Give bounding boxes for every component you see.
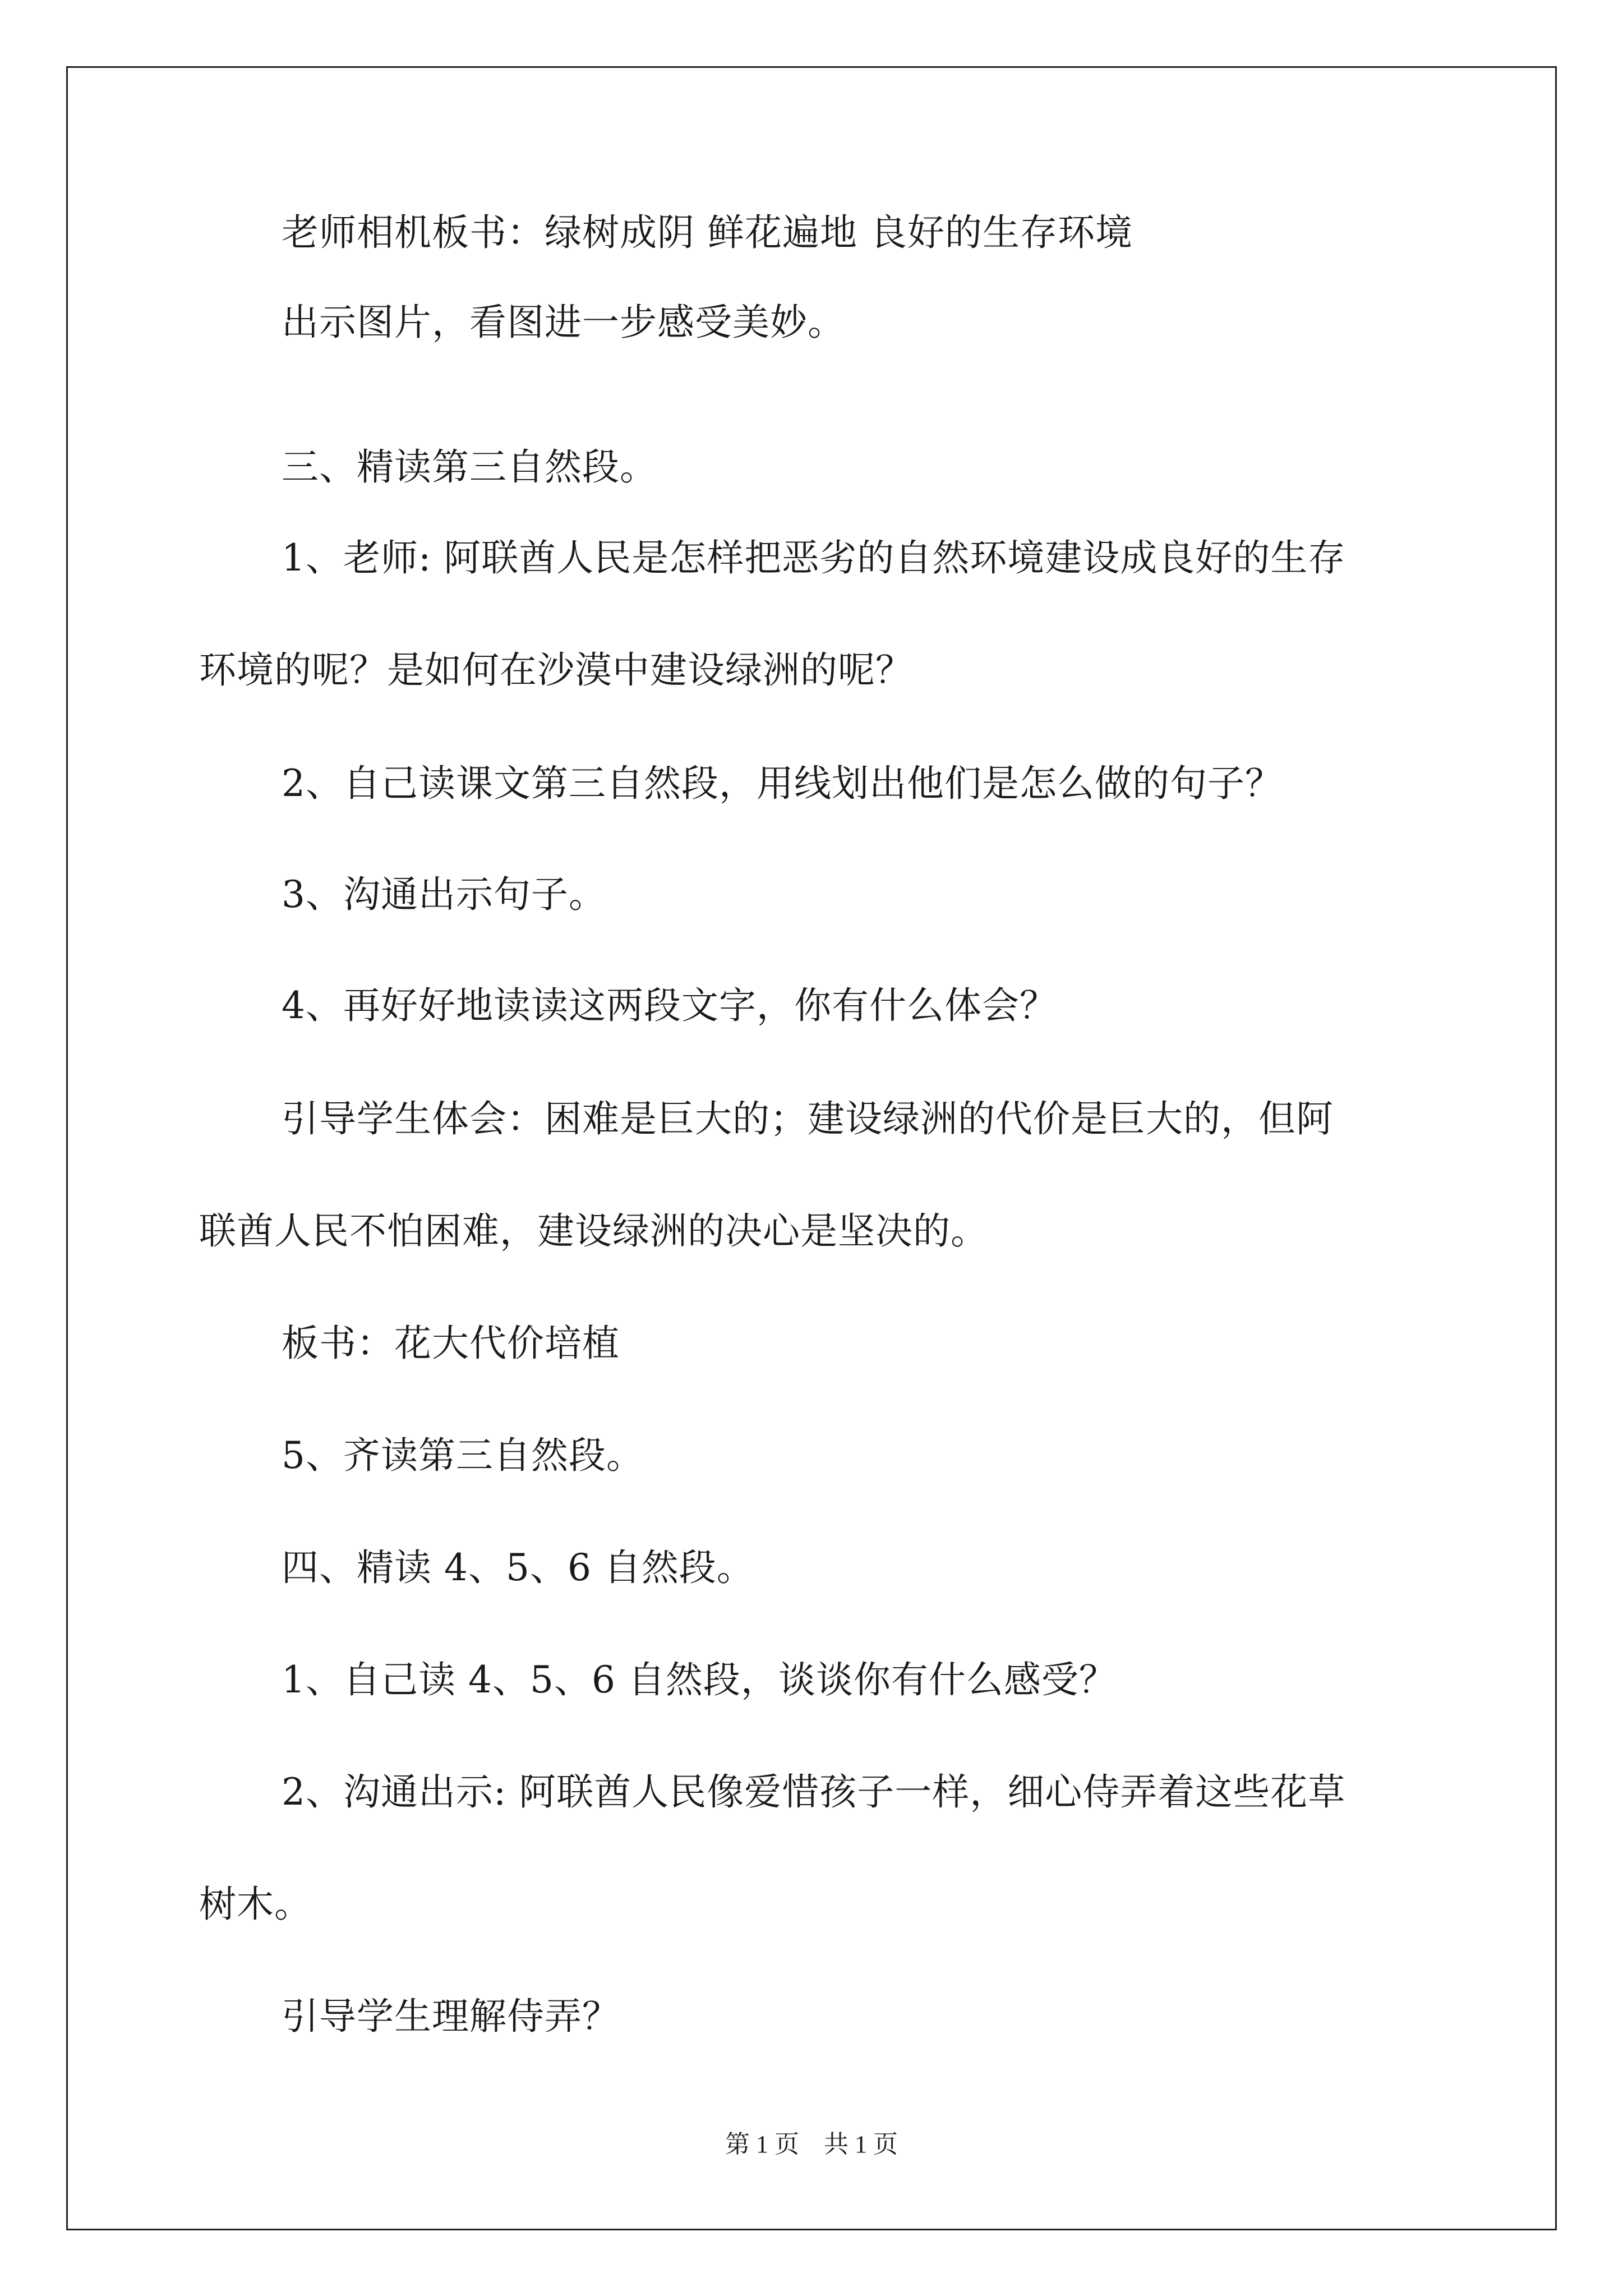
paragraph-5: 2、自己读课文第三自然段，用线划出他们是怎么做的句子？ xyxy=(282,762,1283,805)
paragraph-10: 5、齐读第三自然段。 xyxy=(282,1434,644,1477)
paragraph-4a: 1、老师: 阿联酋人民是怎样把恶劣的自然环境建设成良好的生存 xyxy=(282,536,1346,579)
section-heading-4: 四、精读 4、5、6 自然段。 xyxy=(282,1546,754,1589)
paragraph-1: 老师相机板书：绿树成阴 鲜花遍地 良好的生存环境 xyxy=(282,211,1133,254)
paragraph-2: 出示图片，看图进一步感受美妙。 xyxy=(282,301,845,344)
paragraph-7: 4、再好好地读读这两段文字，你有什么体会？ xyxy=(282,984,1057,1027)
paragraph-13a: 2、沟通出示: 阿联酋人民像爱惜孩子一样，细心侍弄着这些花草 xyxy=(282,1770,1346,1814)
page-footer: 第 1 页 共 1 页 xyxy=(725,2131,898,2158)
paragraph-9: 板书：花大代价培植 xyxy=(282,1322,620,1365)
paragraph-8b: 联酋人民不怕困难，建设绿洲的决心是坚决的。 xyxy=(199,1209,988,1253)
paragraph-4b: 环境的呢？是如何在沙漠中建设绿洲的呢？ xyxy=(199,648,913,692)
paragraph-8a: 引导学生体会：困难是巨大的；建设绿洲的代价是巨大的，但阿 xyxy=(282,1097,1334,1140)
paragraph-12: 1、自己读 4、5、6 自然段，谈谈你有什么感受？ xyxy=(282,1658,1117,1701)
paragraph-14: 引导学生理解侍弄？ xyxy=(282,1995,620,2038)
section-heading-3: 三、精读第三自然段。 xyxy=(282,445,657,489)
paragraph-13b: 树木。 xyxy=(199,1883,312,1926)
paragraph-6: 3、沟通出示句子。 xyxy=(282,873,606,916)
